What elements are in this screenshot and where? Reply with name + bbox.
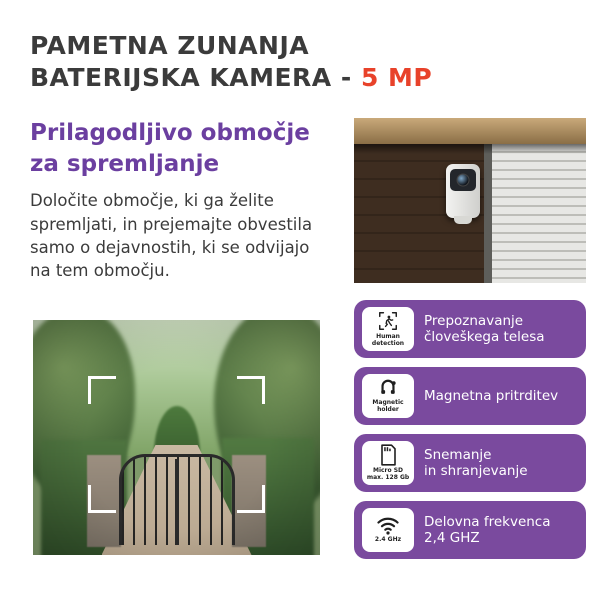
subtitle-line-1: Prilagodljivo območje	[30, 120, 310, 146]
feature-card-wifi-frequency	[354, 501, 586, 559]
detection-bracket-bottom-right	[237, 485, 265, 513]
page-title	[30, 30, 590, 94]
feature-label	[424, 313, 545, 345]
detection-bracket-top-right	[237, 376, 265, 404]
photo-vignette	[33, 320, 320, 555]
detection-area-photo	[33, 320, 320, 555]
title-line-2	[30, 62, 590, 94]
photo-window-frame	[484, 144, 492, 283]
feature-label-line-2: človeškega telesa	[424, 329, 545, 345]
feature-card-magnetic-holder	[354, 367, 586, 425]
icon-caption	[372, 334, 404, 348]
camera-body	[446, 164, 480, 218]
icon-caption-line-1: Magnetic	[372, 399, 404, 407]
feature-label	[424, 447, 528, 479]
title-line-1: PAMETNA ZUNANJA	[30, 31, 310, 60]
icon-caption	[367, 468, 409, 482]
camera-mount-bracket	[454, 216, 472, 224]
icon-caption	[372, 400, 403, 414]
feature-label-line-1: Magnetna pritrditev	[424, 387, 559, 404]
icon-caption-line-1: 2.4 GHz	[374, 535, 402, 543]
micro-sd-icon	[362, 441, 414, 485]
description-block	[30, 118, 330, 283]
human-detection-icon	[362, 307, 414, 351]
magnetic-holder-icon	[362, 374, 414, 418]
feature-label	[424, 388, 558, 404]
title-accent-5mp: 5 MP	[360, 63, 433, 92]
feature-card-human-detection	[354, 300, 586, 358]
feature-label-line-1: Snemanje	[424, 446, 492, 463]
detection-bracket-top-left	[88, 376, 116, 404]
photo-window-blind	[492, 144, 586, 283]
photo-eave-shadow	[354, 144, 586, 154]
feature-label-line-2: in shranjevanje	[424, 463, 528, 479]
body-paragraph: Določite območje, ki ga želite spremljati, in prejemajte obvestila samo o dejavnostih, ki se odvijajo na tem območju.	[30, 191, 313, 281]
camera-lens	[457, 174, 470, 187]
feature-card-micro-sd	[354, 434, 586, 492]
feature-label-line-2: 2,4 GHZ	[424, 530, 480, 546]
camera-lens-panel	[450, 169, 476, 191]
section-subtitle	[30, 118, 330, 179]
icon-caption-line-2: detection	[371, 340, 405, 347]
photo-roof-eave	[354, 118, 586, 144]
detection-bracket-bottom-left	[88, 485, 116, 513]
feature-label	[424, 514, 551, 546]
feature-label-line-1: Delovna frekvenca	[424, 513, 551, 530]
title-line-2-prefix: BATERIJSKA KAMERA -	[30, 63, 361, 92]
icon-caption-line-1: Human	[376, 333, 400, 341]
subtitle-line-2: za spremljanje	[30, 150, 220, 177]
icon-caption-line-2: holder	[377, 406, 399, 413]
icon-caption	[375, 537, 401, 544]
camera-product-photo	[354, 118, 586, 283]
icon-caption-line-2: max. 128 Gb	[366, 474, 410, 481]
feature-label-line-1: Prepoznavanje	[424, 312, 524, 329]
icon-caption-line-1: Micro SD	[372, 467, 404, 475]
wifi-icon	[362, 508, 414, 552]
feature-list	[354, 300, 586, 568]
